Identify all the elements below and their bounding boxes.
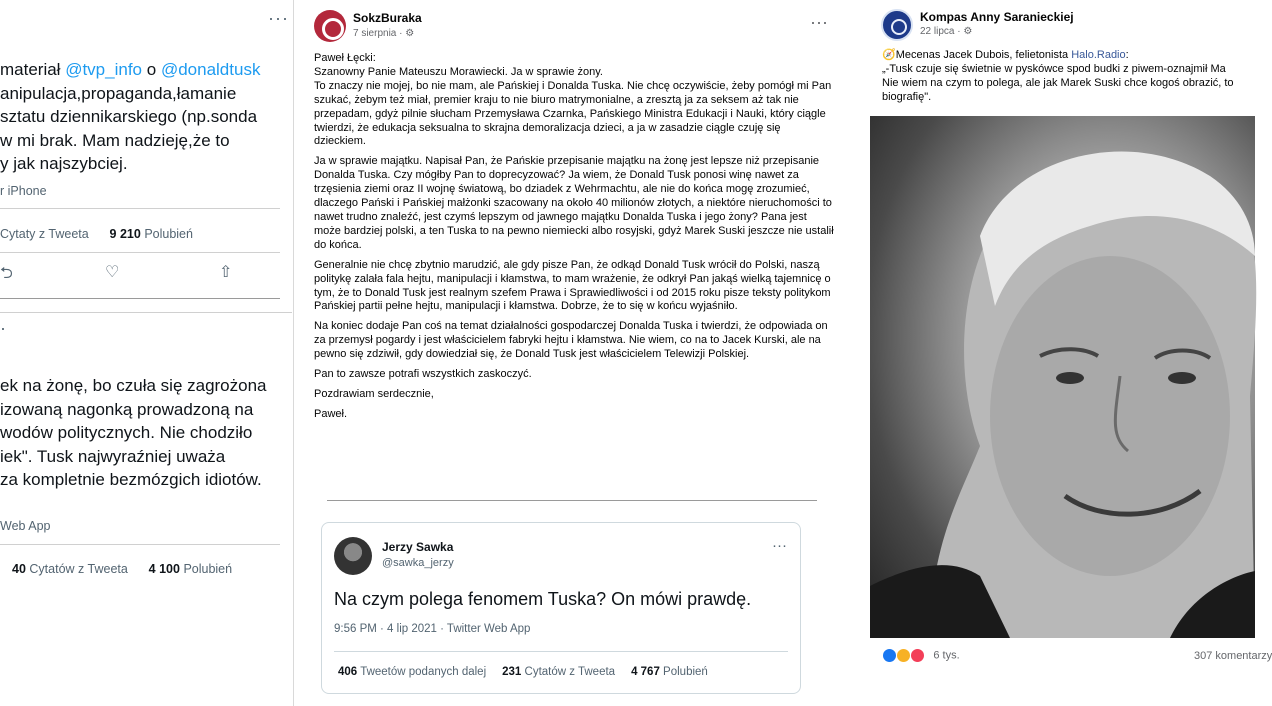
comments-count[interactable]: 307 komentarzy bbox=[1194, 650, 1272, 662]
tweet1-source: r iPhone bbox=[0, 184, 47, 198]
tweet1-stats bbox=[0, 227, 193, 241]
facebook-post-kompas bbox=[870, 0, 1272, 706]
left-tweets-column bbox=[0, 0, 295, 706]
quotes-link[interactable]: Cytatów z Tweeta bbox=[524, 666, 616, 678]
reactions-summary[interactable] bbox=[882, 648, 960, 663]
tweet1-actions bbox=[0, 262, 255, 286]
quotes-link[interactable]: Cytatów z Tweeta bbox=[29, 562, 128, 576]
post-author[interactable]: Kompas Anny Saranieckiej bbox=[920, 10, 1074, 24]
avatar[interactable] bbox=[314, 10, 346, 42]
haha-reaction-icon bbox=[896, 648, 911, 663]
post-date[interactable]: 22 lipca · ⚙ bbox=[920, 26, 973, 37]
retweet-icon[interactable]: ⮌ bbox=[0, 265, 13, 282]
mention-donaldtusk[interactable]: @donaldtusk bbox=[160, 60, 261, 79]
post-more-icon[interactable]: ··· bbox=[810, 12, 828, 32]
embed-tweet-meta[interactable]: 9:56 PM · 4 lip 2021 · Twitter Web App bbox=[334, 623, 531, 635]
globe-icon: ⚙ bbox=[963, 26, 973, 37]
column-divider bbox=[293, 0, 294, 706]
tweet1-text: materiał @tvp_info o @donaldtusk anipulacja,propaganda,łamanie sztatu dziennikarskiego (np.sonda w mi brak. Mam nadzieję,że to y jak najszybciej. bbox=[0, 60, 261, 173]
mention-tvp-info[interactable]: @tvp_info bbox=[65, 60, 143, 79]
divider bbox=[334, 651, 788, 652]
post-author[interactable]: SokzBuraka bbox=[353, 11, 422, 25]
divider bbox=[0, 312, 292, 313]
portrait-illustration bbox=[870, 116, 1255, 638]
share-icon[interactable]: ⇧ bbox=[219, 264, 233, 281]
embed-author-handle[interactable]: @sawka_jerzy bbox=[382, 557, 454, 569]
love-reaction-icon bbox=[910, 648, 925, 663]
embedded-tweet[interactable] bbox=[321, 522, 801, 694]
divider bbox=[0, 298, 280, 299]
retweets-link[interactable]: Tweetów podanych dalej bbox=[360, 666, 487, 678]
globe-icon: ⚙ bbox=[405, 28, 415, 39]
divider bbox=[0, 208, 280, 209]
divider bbox=[327, 500, 817, 501]
facebook-post-sokzburaka bbox=[300, 0, 840, 706]
tweet2-more-icon[interactable]: · bbox=[0, 318, 7, 338]
divider bbox=[0, 544, 280, 545]
halo-radio-link[interactable]: Halo.Radio bbox=[1071, 49, 1126, 61]
post-date[interactable]: 7 sierpnia · ⚙ bbox=[353, 28, 415, 39]
quotes-link[interactable]: Cytaty z Tweeta bbox=[0, 227, 89, 241]
avatar[interactable] bbox=[881, 9, 913, 41]
likes-label[interactable]: Polubień bbox=[144, 227, 193, 241]
reactions-count[interactable]: 6 tys. bbox=[933, 649, 960, 662]
avatar[interactable] bbox=[334, 537, 372, 575]
embed-tweet-text: Na czym polega fenomem Tuska? On mówi prawdę. bbox=[334, 589, 752, 609]
like-reaction-icon bbox=[882, 648, 897, 663]
like-icon[interactable]: ♡ bbox=[105, 264, 120, 281]
tweet2-stats: 40 Cytatów z Tweeta 4 100 Polubień bbox=[12, 562, 233, 576]
embed-stats: 406 Tweetów podanych dalej 231 Cytatów z Tweeta 4 767 Polubień bbox=[338, 666, 708, 678]
likes-count[interactable]: 9 210 bbox=[109, 227, 141, 241]
tweet1-more-icon[interactable]: ··· bbox=[268, 8, 289, 28]
likes-label[interactable]: Polubień bbox=[663, 666, 708, 678]
embed-more-icon[interactable]: ··· bbox=[772, 537, 787, 554]
divider bbox=[0, 252, 280, 253]
likes-label[interactable]: Polubień bbox=[183, 562, 233, 576]
emoji-icon: 🧭 bbox=[882, 49, 896, 61]
tweet2-source: Web App bbox=[0, 519, 51, 533]
portrait-photo[interactable] bbox=[870, 116, 1255, 638]
tweet2-text: ek na żonę, bo czuła się zagrożona izowaną nagonką prowadzoną na wodów politycznych. Nie chodziło iek". Tusk najwyraźniej uważa za kompletnie bezmózgich idiotów. bbox=[0, 376, 267, 489]
embed-author-name[interactable]: Jerzy Sawka bbox=[382, 540, 454, 554]
post-body: Paweł Łęcki: Szanowny Panie Mateuszu Morawiecki. Ja w sprawie żony. To znaczy nie mojej, bo nie mam, ale Pańskiej i Donalda Tuska. Nie chcę oczywiście, żeby pomógł mi Pan szukać, żebym też miał, premier kraju to nie biuro matrymonialne, a zresztą ja za seksem aż tak nie przepadam, gdyż pilnie słucham Przemysława Czarnka, Pańskiego Ministra Edukacji i Nauki, który ciągle twierdzi, że edukacja seksualna to skrajna demoralizacja dzieci, a ja w zasadzie ciągle czuję się dzieckiem. Ja w sprawie majątku. Napisał Pan, że Pańskie przepisanie majątku na żonę jest lepsze niż przepisanie Donalda Tuska. Czy mógłby Pan to doprecyzować? Ja wiem, że Donald Tusk ponosi winę nawet za trzęsienia ziemi oraz II wojnę światową, bo dziadek z Wehrmachtu, ale nie do końca mogę zrozumieć, dlaczego Pański i Pańskiej małżonki szacowany na około 40 milionów złotych, a niektóre nieruchomości to nawet trudno znaleźć, jest czymś lepszym od jawnego majątku Donalda Tuska i jego żony? Pana jest może bardziej polski, a ten Tuska to na pewno niemiecki albo rosyjski, gdyż Marek Suski jeszcze nie ustalił do końca. Generalnie nie chcę zbytnio marudzić, ale gdy pisze Pan, że odkąd Donald Tusk wrócił do Polski, naszą politykę zalała fala hejtu, manipulacji i kłamstwa, to mam wrażenie, że odkrył Pan jakąś wielką tajemnicę o tym, że to Donald Tusk jest realnym szefem Prawa i Sprawiedliwości i od 2015 roku pisze teksty politykom Pańskiej partii pełne hejtu, manipulacji i kłamstwa. Dobrze, że to się w końcu wyjaśniło. Na koniec dodaje Pan coś na temat działalności gospodarczej Donalda Tuska i twierdzi, że odpowiada on za przemysł pogardy i jest właścicielem fabryki hejtu i kłamstwa. Nie wiem, co na to Jacek Kurski, ale na pewno się zdziwił, gdy dowiedział się, że Donald Tusk jest właścicielem Telewizji Polskiej. Pan to zawsze potrafi wszystkich zaskoczyć. Pozdrawiam serdecznie, Paweł. bbox=[314, 52, 834, 420]
post-text: 🧭Mecenas Jacek Dubois, felietonista Halo.Radio: „-Tusk czuje się świetnie w pyskówce spod budki z piwem-oznajmił Ma Nie wiem na czym to polega, ale jak Marek Suski chce kogoś obrazić, to biografię". bbox=[882, 49, 1234, 103]
